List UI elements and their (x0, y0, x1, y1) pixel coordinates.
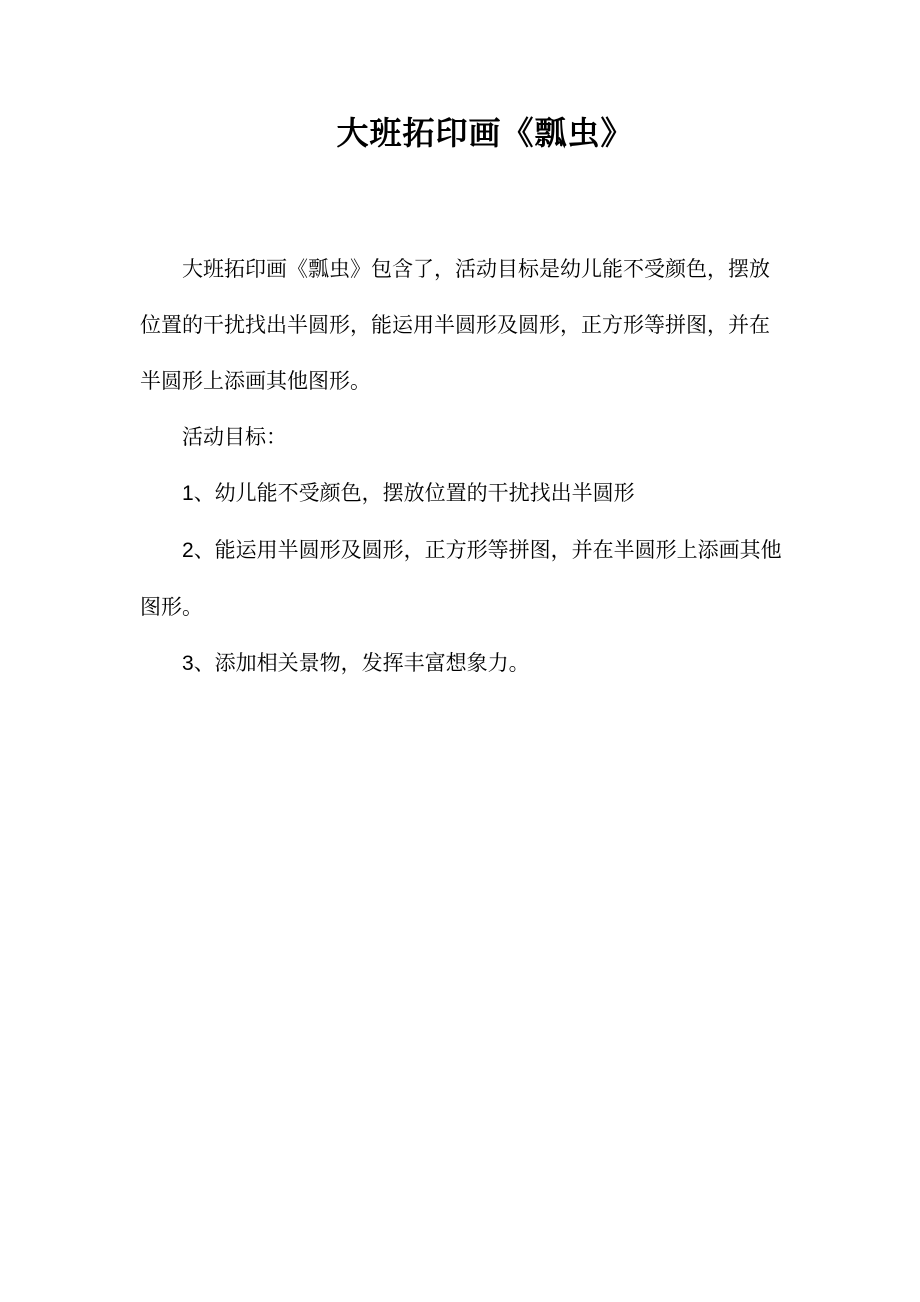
goals-heading: 活动目标： (182, 425, 287, 449)
goal-item-3 (140, 635, 788, 692)
goal-text: 、能运用半圆形及圆形，正方形等拼图，并在半圆形上添画其他图形。 (140, 538, 782, 619)
goal-text: 、幼儿能不受颜色，摆放位置的干扰找出半圆形 (193, 481, 635, 505)
document-title: 大班拓印画《瓢虫》 (336, 114, 634, 152)
document-body (140, 241, 788, 692)
goal-item-2 (140, 522, 788, 635)
goal-number: 1 (182, 482, 194, 505)
intro-paragraph: 大班拓印画《瓢虫》包含了，活动目标是幼儿能不受颜色，摆放位置的干扰找出半圆形，能运用半圆形及圆形，正方形等拼图，并在半圆形上添画其他图形。 (140, 257, 770, 393)
goal-item-1 (140, 465, 788, 522)
goal-text: 、添加相关景物，发挥丰富想象力。 (193, 651, 530, 675)
goal-number: 3 (182, 652, 194, 675)
goal-number: 2 (182, 539, 194, 562)
